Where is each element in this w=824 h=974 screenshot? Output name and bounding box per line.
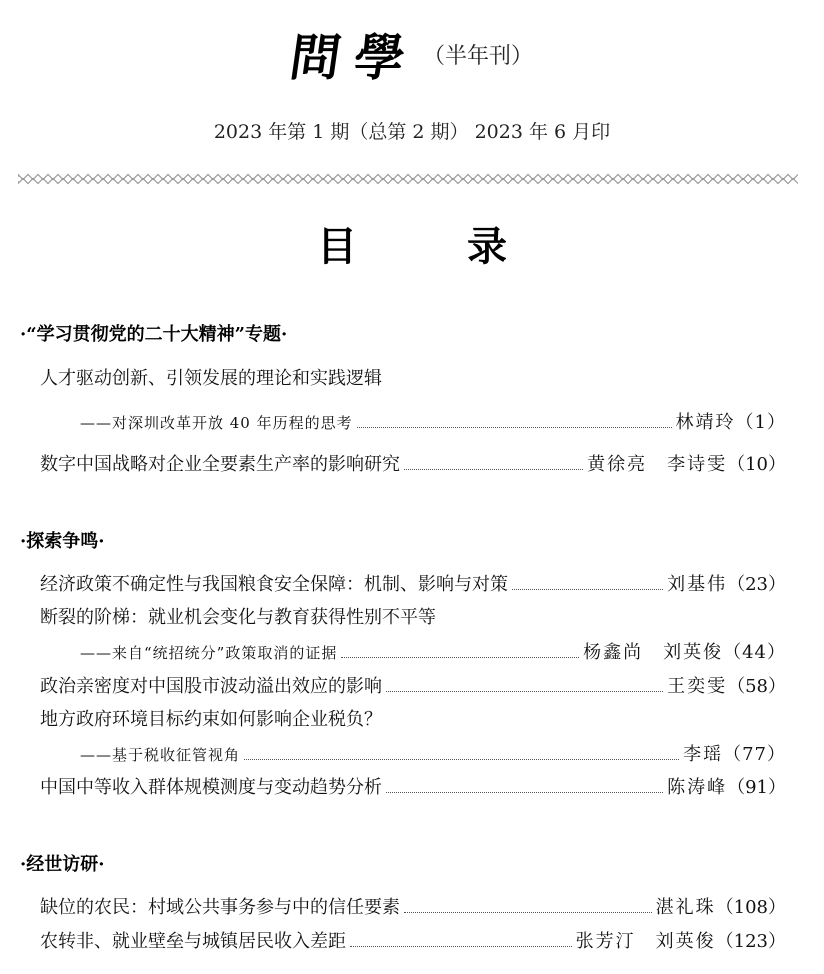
entry-author: 杨鑫尚 刘英俊 <box>583 642 724 663</box>
entry-author: 李瑶 <box>683 744 724 765</box>
dot-leader <box>357 427 672 428</box>
entry-page: （10） <box>727 454 786 475</box>
entry-page: （77） <box>723 744 786 765</box>
entry-title: 地方政府环境目标约束如何影响企业税负？ <box>40 709 382 730</box>
section-heading: ·探索争鸣· <box>20 531 105 552</box>
entry-subtitle: ——来自“统招统分”政策取消的证据 <box>80 644 338 662</box>
toc-entry[interactable] <box>40 672 786 698</box>
dot-leader <box>386 691 663 692</box>
dot-leader <box>244 759 679 760</box>
entry-title: 人才驱动创新、引领发展的理论和实践逻辑 <box>40 368 382 389</box>
entry-title: 经济政策不确定性与我国粮食安全保障：机制、影响与对策 <box>40 574 508 595</box>
entry-title: 数字中国战略对企业全要素生产率的影响研究 <box>40 454 400 475</box>
wavy-divider <box>18 172 798 186</box>
entry-title: 中国中等收入群体规模测度与变动趋势分析 <box>40 777 382 798</box>
entry-title: 农转非、就业壁垒与城镇居民收入差距 <box>40 931 346 952</box>
entry-page: （58） <box>727 676 786 697</box>
toc-entry[interactable] <box>80 740 786 766</box>
entry-page: （44） <box>723 642 786 663</box>
entry-author: 张芳汀 刘英俊 <box>575 931 716 952</box>
dot-leader <box>341 657 579 658</box>
masthead <box>0 18 824 90</box>
dot-leader <box>404 912 652 913</box>
entry-page: （23） <box>727 574 786 595</box>
entry-author: 刘基伟 <box>667 574 728 595</box>
entry-author: 林靖玲 <box>675 412 736 433</box>
entry-title: 断裂的阶梯：就业机会变化与教育获得性别不平等 <box>40 607 436 628</box>
entry-subtitle: ——基于税收征管视角 <box>80 746 241 764</box>
issue-line: 2023 年第 1 期（总第 2 期） 2023 年 6 月印 <box>213 121 611 143</box>
entry-subtitle: ——对深圳改革开放 40 年历程的思考 <box>80 414 353 432</box>
section-heading: ·“学习贯彻党的二十大精神”专题· <box>20 324 288 345</box>
toc-title: 目 录 <box>317 223 555 270</box>
entry-page: （108） <box>715 897 786 918</box>
entry-page: （91） <box>727 777 786 798</box>
toc-entry[interactable] <box>80 638 786 664</box>
entry-author: 湛礼珠 <box>655 897 716 918</box>
toc-entry[interactable] <box>40 893 786 919</box>
toc-entry[interactable] <box>40 450 786 476</box>
entry-title: 缺位的农民：村域公共事务参与中的信任要素 <box>40 897 400 918</box>
entry-title: 政治亲密度对中国股市波动溢出效应的影响 <box>40 676 382 697</box>
entry-page: （1） <box>735 412 786 433</box>
toc-entry[interactable] <box>40 773 786 799</box>
entry-author: 黄徐亮 李诗雯 <box>587 454 728 475</box>
entry-page: （123） <box>715 931 786 952</box>
toc-entry[interactable] <box>80 408 786 434</box>
dot-leader <box>404 469 583 470</box>
section-heading: ·经世访研· <box>20 854 105 875</box>
dot-leader <box>512 589 663 590</box>
dot-leader <box>350 946 572 947</box>
entry-author: 陈涛峰 <box>667 777 728 798</box>
dot-leader <box>386 792 663 793</box>
journal-logo: 問學 <box>286 28 423 87</box>
toc-entry[interactable] <box>40 927 786 953</box>
toc-entry[interactable] <box>40 570 786 596</box>
entry-author: 王奕雯 <box>667 676 728 697</box>
journal-frequency: （半年刊） <box>422 43 533 69</box>
